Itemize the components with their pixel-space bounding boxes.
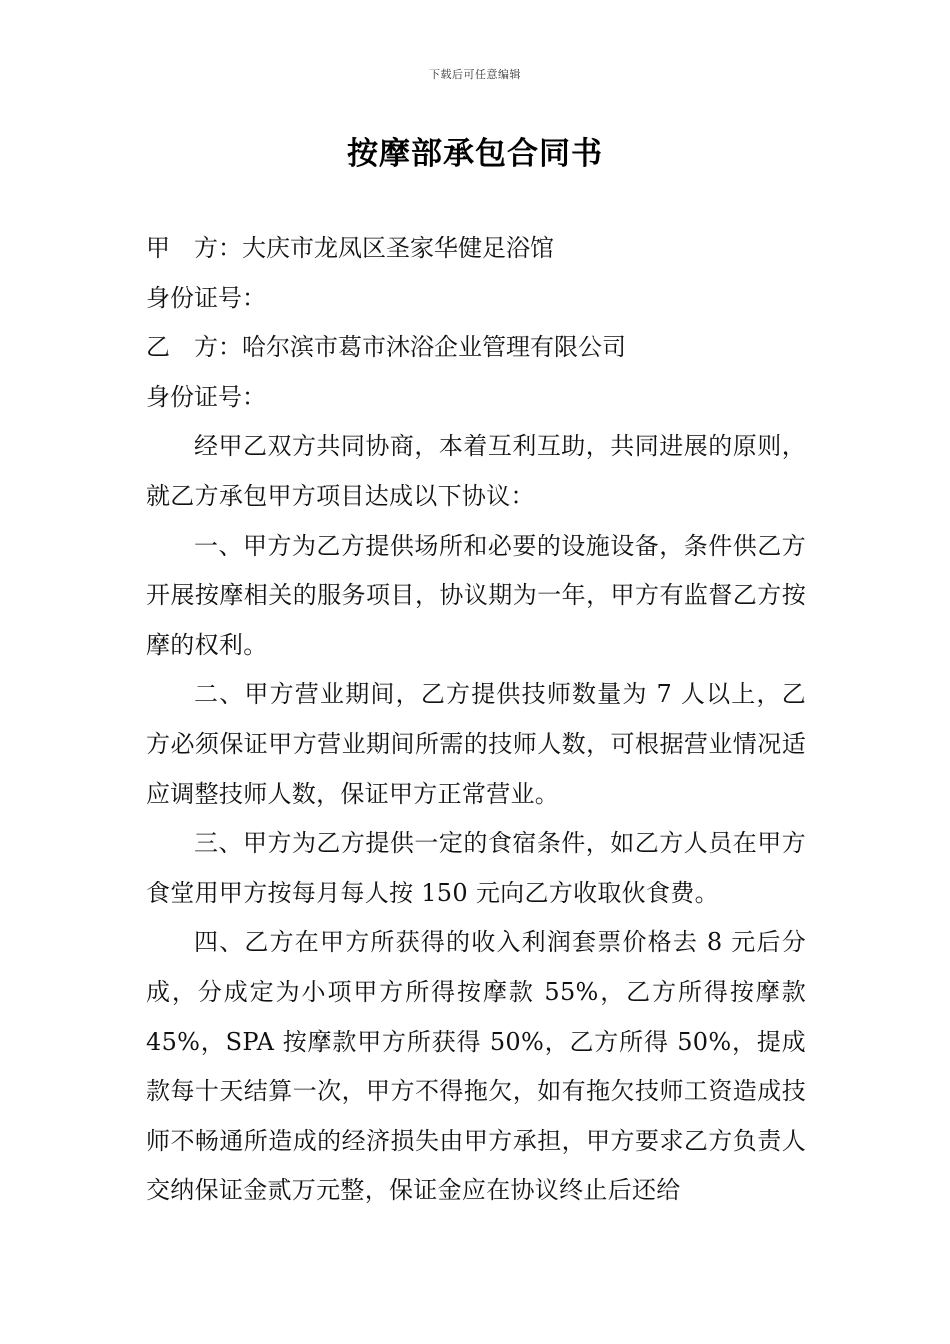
party-b-id-label: 身份证号： [146,382,266,411]
paragraph-clause-3: 三、甲方为乙方提供一定的食宿条件，如乙方人员在甲方食堂用甲方按每月每人按 150 元向乙方收取伙食费。 [146,829,806,907]
party-a-line [146,224,806,274]
party-a-id-label: 身份证号： [146,283,266,312]
party-a-value: 大庆市龙凤区圣家华健足浴馆 [242,234,554,262]
party-b-label: 乙 方： [146,333,242,362]
paragraph-clause-2: 二、甲方营业期间，乙方提供技师数量为 7 人以上，乙方必须保证甲方营业期间所需的技师人数，可根据营业情况适应调整技师人数，保证甲方正常营业。 [146,680,806,808]
document-body [146,224,806,1216]
party-b-line [146,323,806,373]
party-b-value: 哈尔滨市葛市沐浴企业管理有限公司 [242,333,626,362]
header-note: 下载后可任意编辑 [429,68,521,81]
paragraph-clause-4: 四、乙方在甲方所获得的收入利润套票价格去 8 元后分成，分成定为小项甲方所得按摩款 55%，乙方所得按摩款 45%，SPA 按摩款甲方所获得 50%，乙方所得 50%，提成款每十天结算一次，甲方不得拖欠，如有拖欠技师工资造成技师不畅通所造成的经济损失由甲方承担，甲方要求乙方负责人交纳保证金贰万元整，保证金应在协议终止后还给 [146,928,806,1205]
paragraph-intro: 经甲乙双方共同协商，本着互利互助，共同进展的原则，就乙方承包甲方项目达成以下协议： [146,432,806,510]
party-a-label: 甲 方： [146,234,242,262]
party-a-id-line [146,274,806,324]
document-title: 按摩部承包合同书 [347,136,603,172]
paragraph-clause-1: 一、甲方为乙方提供场所和必要的设施设备，条件供乙方开展按摩相关的服务项目，协议期为一年，甲方有监督乙方按摩的权利。 [146,531,806,659]
party-b-id-line [146,373,806,423]
